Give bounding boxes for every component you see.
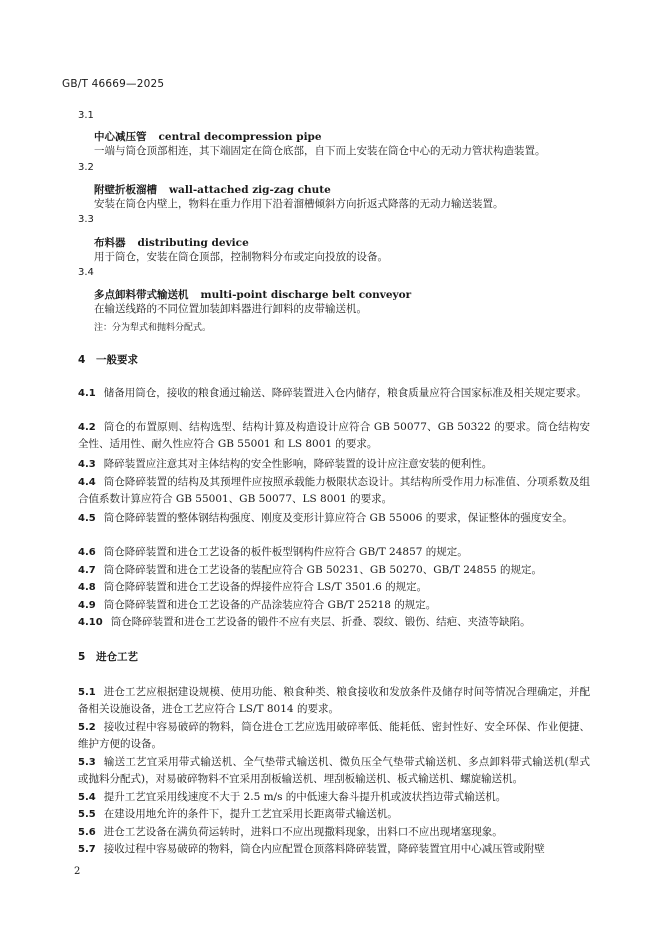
- clause-text: 进仓工艺设备在满负荷运转时，进料口不应出现撒料现象，出料口不应出现堵塞现象。: [103, 826, 503, 838]
- term-heading: [94, 231, 249, 250]
- clause: [78, 806, 590, 823]
- clause-number: 4.3: [78, 459, 96, 470]
- clause-number: 5.4: [78, 792, 96, 803]
- term-number: 3.2: [78, 162, 94, 173]
- clause-text: 筒仓降碎装置和进仓工艺设备的板件板型钢构件应符合 GB/T 24857 的规定。: [103, 546, 468, 558]
- clause: [78, 614, 590, 631]
- term-chinese: 布料器: [94, 237, 126, 249]
- term-chinese: 附壁折板溜槽: [94, 184, 157, 196]
- clause-text: 降碎装置应注意其对主体结构的安全性影响，降碎装置的设计应注意安装的便利性。: [103, 458, 493, 470]
- clause-text: 筒仓降碎装置和进仓工艺设备的产品涂装应符合 GB/T 25218 的规定。: [103, 599, 437, 611]
- term-number: 3.3: [78, 214, 94, 225]
- clause-text: 筒仓的布置原则、结构选型、结构计算及构造设计应符合 GB 50077、GB 50322 的要求。筒仓结构安全性、适用性、耐久性应符合 GB 55001 和 LS 8001 的要求。: [78, 421, 590, 450]
- clause: [78, 474, 590, 508]
- term-number: 3.1: [78, 110, 94, 121]
- clause-text: 在建设用地允许的条件下，提升工艺宜采用长距离带式输送机。: [103, 808, 398, 820]
- term-heading: [94, 125, 322, 144]
- clause: [78, 385, 590, 402]
- clause: [78, 824, 590, 841]
- clause-text: 筒仓降碎装置的整体钢结构强度、刚度及变形计算应符合 GB 55006 的要求，保证整体的强度安全。: [103, 512, 573, 524]
- clause-number: 4.4: [78, 477, 96, 488]
- clause-number: 4.2: [78, 422, 96, 433]
- term-definition: 一端与筒仓顶部相连，其下端固定在筒仓底部，自下而上安装在筒仓中心的无动力管状构造装置。: [94, 145, 546, 157]
- clause: [78, 597, 590, 614]
- clause: [78, 754, 590, 788]
- clause-number: 4.8: [78, 582, 96, 593]
- clause-number: 4.7: [78, 565, 96, 576]
- document-header: GB/T 46669—2025: [62, 78, 165, 90]
- clause-text: 筒仓降碎装置和进仓工艺设备的锻件不应有夹层、折叠、裂纹、锻伤、结疤、夹渣等缺陷。: [110, 616, 531, 628]
- term-definition: 用于筒仓，安装在筒仓顶部，控制物料分布或定向投放的设备。: [94, 251, 388, 263]
- section-number: 4: [78, 354, 86, 366]
- term-chinese: 多点卸料带式输送机: [94, 289, 189, 301]
- page-number: 2: [74, 866, 81, 877]
- clause: [78, 789, 590, 806]
- clause-number: 4.9: [78, 600, 96, 611]
- term-english: wall-attached zig-zag chute: [169, 184, 331, 196]
- clause: [78, 719, 590, 753]
- term-heading: [94, 178, 331, 197]
- clause-number: 4.5: [78, 513, 96, 524]
- clause-number: 5.3: [78, 757, 96, 768]
- clause-number: 5.2: [78, 722, 96, 733]
- clause: [78, 841, 590, 858]
- section-heading: [78, 649, 138, 664]
- clause-text: 输送工艺宜采用带式输送机、全气垫带式输送机、微负压全气垫带式输送机、多点卸料带式输送机(犁式或抛料分配式)，对易破碎物料不宜采用刮板输送机、埋刮板输送机、板式输送机、螺旋输送机。: [78, 756, 590, 785]
- section-number: 5: [78, 651, 86, 663]
- clause-number: 4.1: [78, 388, 96, 399]
- clause: [78, 562, 590, 579]
- clause: [78, 419, 590, 453]
- section-heading: [78, 352, 138, 367]
- term-number: 3.4: [78, 267, 94, 278]
- term-heading: [94, 283, 411, 302]
- section-title: 一般要求: [96, 354, 138, 366]
- term-definition: 在输送线路的不同位置加装卸料器进行卸料的皮带输送机。: [94, 303, 367, 315]
- clause-number: 5.1: [78, 687, 96, 698]
- clause-text: 筒仓降碎装置和进仓工艺设备的焊接件应符合 LS/T 3501.6 的规定。: [103, 581, 428, 593]
- clause: [78, 456, 590, 473]
- term-chinese: 中心减压管: [94, 131, 147, 143]
- clause-text: 提升工艺宜采用线速度不大于 2.5 m/s 的中低速大畚斗提升机或波状挡边带式输送机。: [103, 791, 507, 803]
- clause-text: 接收过程中容易破碎的物料，筒仓进仓工艺应选用破碎率低、能耗低、密封性好、安全环保、作业便捷、维护方便的设备。: [78, 721, 590, 750]
- clause-number: 4.10: [78, 617, 103, 628]
- clause: [78, 684, 590, 718]
- section-title: 进仓工艺: [96, 651, 138, 663]
- clause-text: 筒仓降碎装置和进仓工艺设备的装配应符合 GB 50231、GB 50270、GB/T 24855 的规定。: [103, 564, 542, 576]
- term-english: central decompression pipe: [158, 131, 322, 143]
- term-english: multi-point discharge belt conveyor: [200, 289, 412, 301]
- clause: [78, 579, 590, 596]
- clause-number: 4.6: [78, 547, 96, 558]
- clause-number: 5.6: [78, 827, 96, 838]
- clause-text: 接收过程中容易破碎的物料，筒仓内应配置仓顶落料降碎装置，降碎装置宜用中心减压管或附壁: [103, 843, 545, 855]
- clause-text: 筒仓降碎装置的结构及其预埋件应按照承载能力极限状态设计。其结构所受作用力标准值、分项系数及组合值系数计算应符合 GB 55001、GB 50077、LS 8001 的要求。: [78, 476, 590, 505]
- clause-number: 5.7: [78, 844, 96, 855]
- term-definition: 安装在筒仓内壁上，物料在重力作用下沿着溜槽倾斜方向折返式降落的无动力输送装置。: [94, 198, 504, 210]
- clause-number: 5.5: [78, 809, 96, 820]
- clause-text: 储备用筒仓，接收的粮食通过输送、降碎装置进入仓内储存，粮食质量应符合国家标准及相关规定要求。: [103, 387, 587, 399]
- clause-text: 进仓工艺应根据建设规模、使用功能、粮食种类、粮食接收和发放条件及储存时间等情况合理确定，并配备相关设施设备，进仓工艺应符合 LS/T 8014 的要求。: [78, 686, 590, 715]
- clause: [78, 544, 590, 561]
- clause: [78, 510, 590, 527]
- term-note: 注：分为犁式和抛料分配式。: [94, 323, 212, 333]
- term-english: distributing device: [137, 237, 249, 249]
